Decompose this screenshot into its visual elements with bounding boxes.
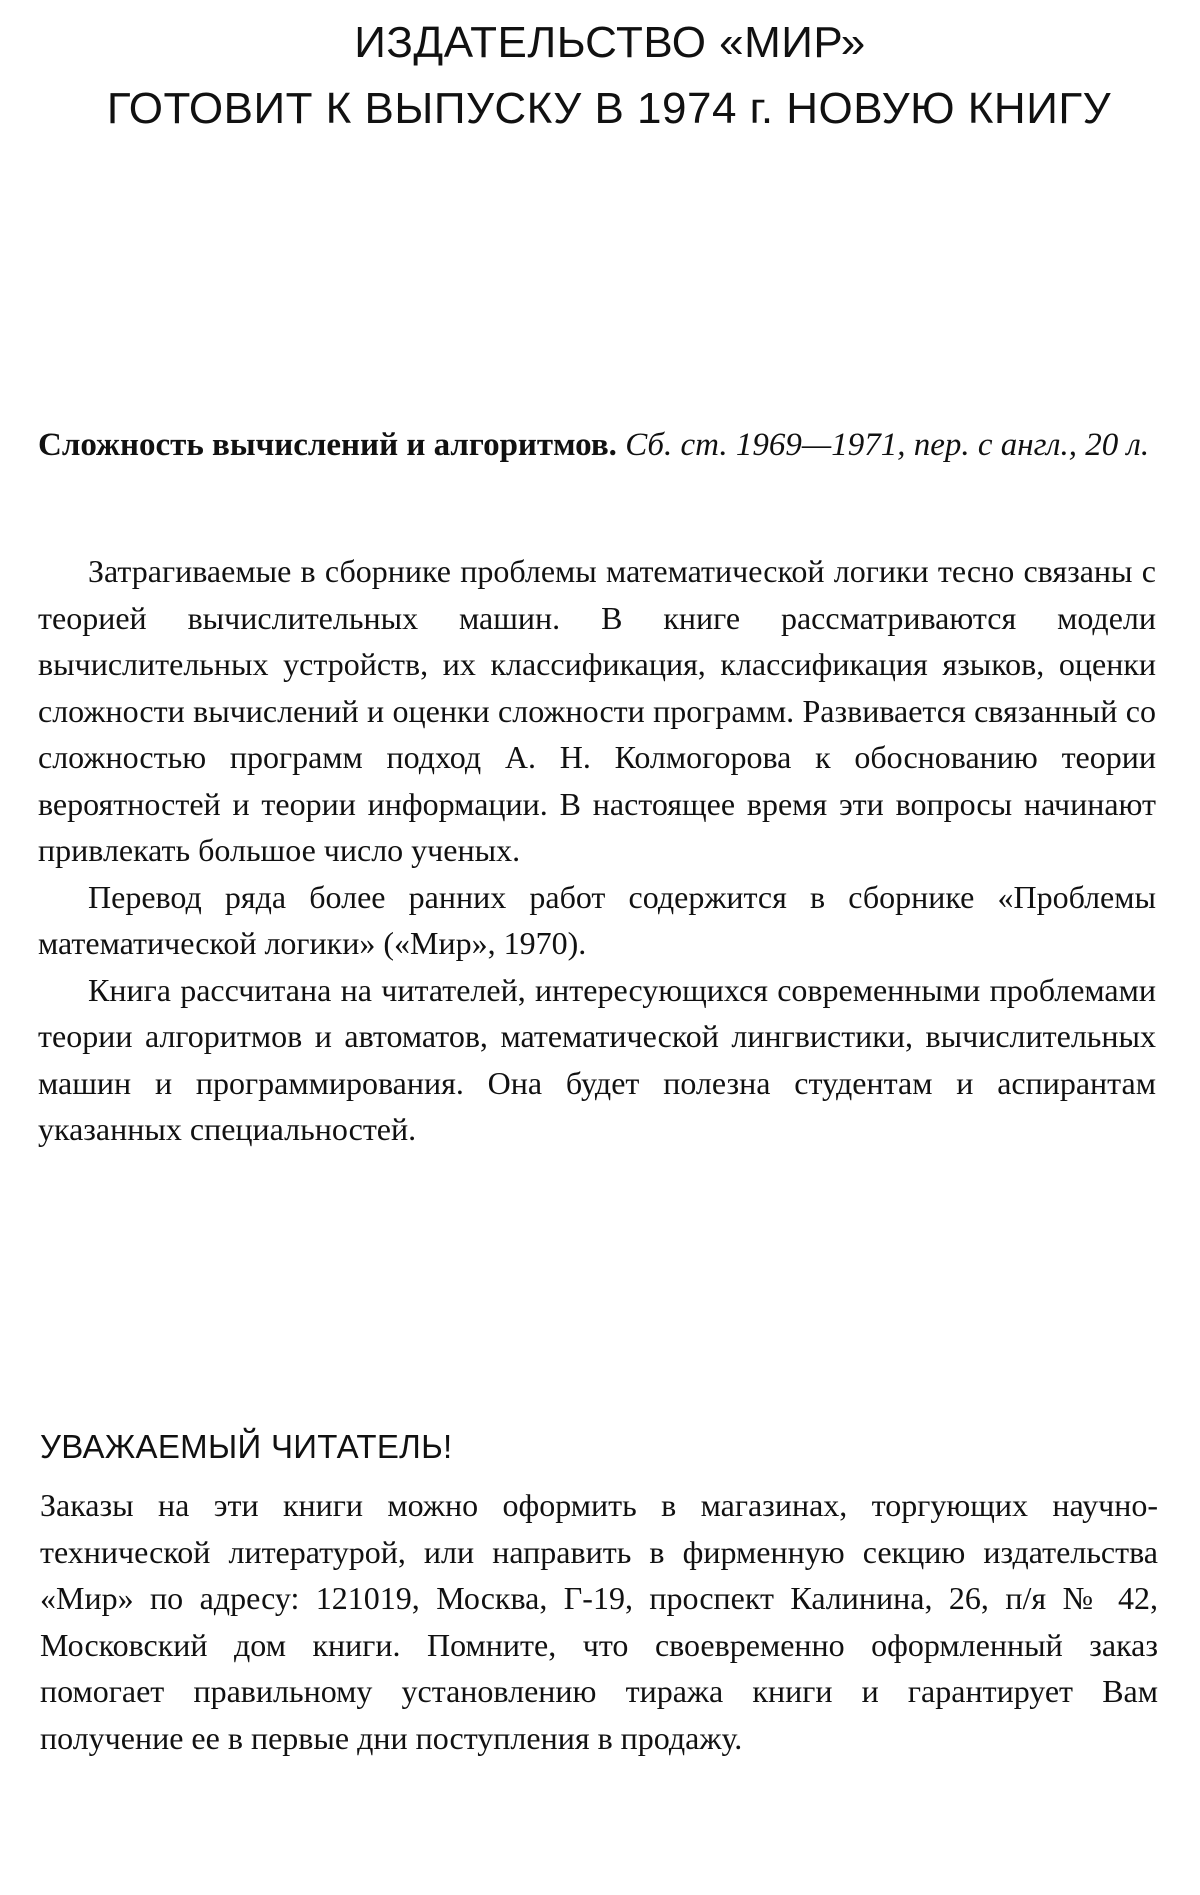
- description-paragraph: Затрагиваемые в сборнике проблемы математической логики тесно связаны с теорией вычислительных машин. В книге рассматриваются модели вычислительных устройств, их классификация, классификация языков, оценки сложности вычислений и оценки сложности программ. Развивается связанный со сложностью программ подход А. Н. Колмогорова к обоснованию теории вероятностей и теории информации. В настоящее время эти вопросы начинают привлекать большое число ученых.: [38, 553, 1156, 868]
- book-title: Сложность вычислений и алгоритмов.: [38, 427, 617, 463]
- header-line-announcement: ГОТОВИТ К ВЫПУСКУ В 1974 г. НОВУЮ КНИГУ: [106, 84, 1112, 133]
- header-line-publisher: ИЗДАТЕЛЬСТВО «МИР»: [354, 18, 866, 67]
- book-meta: Сб. ст. 1969—1971, пер. с англ., 20 л.: [625, 427, 1150, 463]
- reader-notice-heading: УВАЖАЕМЫЙ ЧИТАТЕЛЬ!: [40, 1428, 453, 1465]
- book-description: [38, 548, 1156, 1153]
- reader-notice-text: Заказы на эти книги можно оформить в магазинах, торгующих научно-технической литературой, или направить в фирменную секцию издательства «Мир» по адресу: 121019, Москва, Г-19, проспект Калинина, 26, п/я № 42, Московский дом книги. Помните, что своевременно оформленный заказ помогает правильному установлению тиража книги и гарантирует Вам получение ее в первые дни поступления в продажу.: [40, 1487, 1158, 1756]
- publisher-announcement-header: [0, 10, 1200, 142]
- book-reference: [38, 420, 1158, 470]
- description-paragraph: Книга рассчитана на читателей, интересующихся современными проблемами теории алгоритмов и автоматов, математической лингвистики, вычислительных машин и программирования. Она будет полезна студентам и аспирантам указанных специальностей.: [38, 971, 1156, 1147]
- description-paragraph: Перевод ряда более ранних работ содержится в сборнике «Проблемы математической логики» («Мир», 1970).: [38, 878, 1156, 961]
